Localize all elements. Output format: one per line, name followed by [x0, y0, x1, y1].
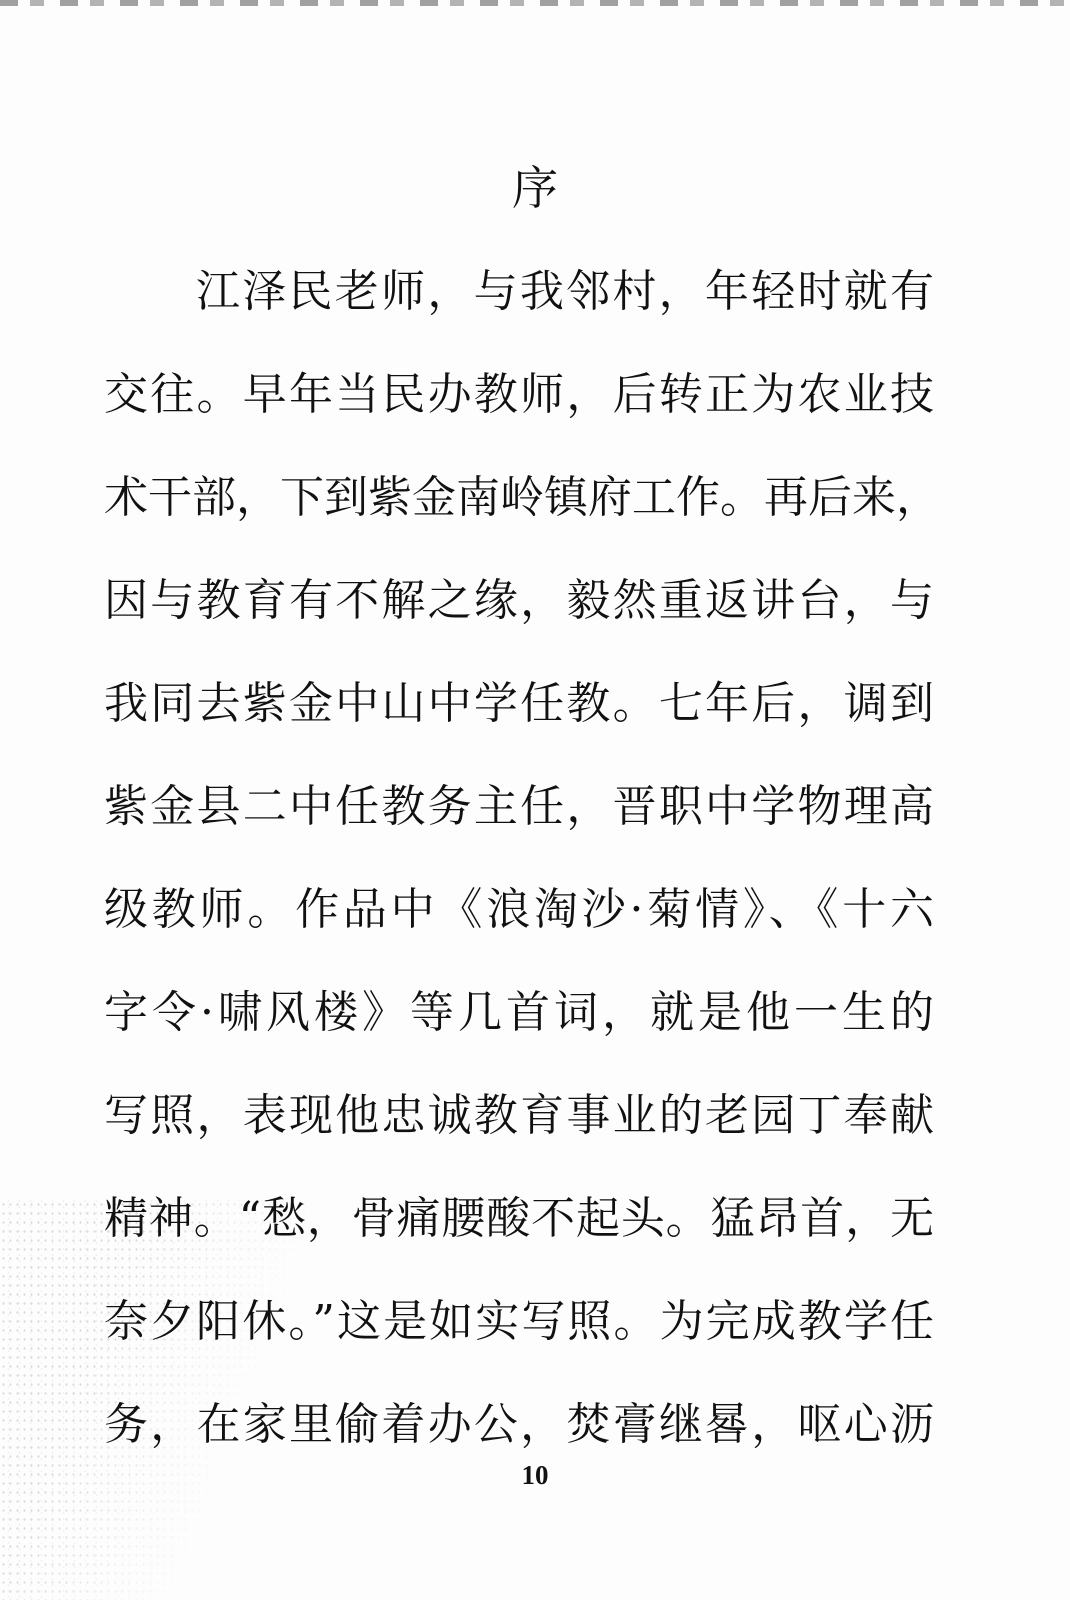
body-text — [104, 262, 940, 1498]
scan-edge-marks — [0, 0, 1070, 6]
text-line: 紫金县二中任教务主任，晋职中学物理高 — [104, 781, 934, 832]
text-line: 交往。早年当民办教师，后转正为农业技 — [104, 369, 934, 420]
text-line: 因与教育有不解之缘，毅然重返讲台，与 — [104, 575, 934, 626]
page-title: 序 — [512, 161, 558, 215]
text-line: 术干部，下到紫金南岭镇府工作。再后来， — [104, 472, 940, 523]
text-line: 精神。“愁，骨痛腰酸不起头。猛昂首，无 — [104, 1193, 934, 1244]
text-line: 奈夕阳休。”这是如实写照。为完成教学任 — [104, 1296, 934, 1347]
text-line: 字令·啸风楼》等几首词，就是他一生的 — [104, 987, 934, 1038]
text-line: 写照，表现他忠诚教育事业的老园丁奉献 — [104, 1090, 934, 1141]
text-line: 务，在家里偷着办公，焚膏继晷，呕心沥 — [104, 1399, 934, 1450]
text-line: 我同去紫金中山中学任教。七年后，调到 — [104, 678, 934, 729]
page-number: 10 — [521, 1460, 549, 1490]
text-line: 江泽民老师，与我邻村，年轻时就有 — [196, 266, 934, 317]
text-line: 级教师。作品中《浪淘沙·菊情》、《十六 — [104, 884, 934, 935]
